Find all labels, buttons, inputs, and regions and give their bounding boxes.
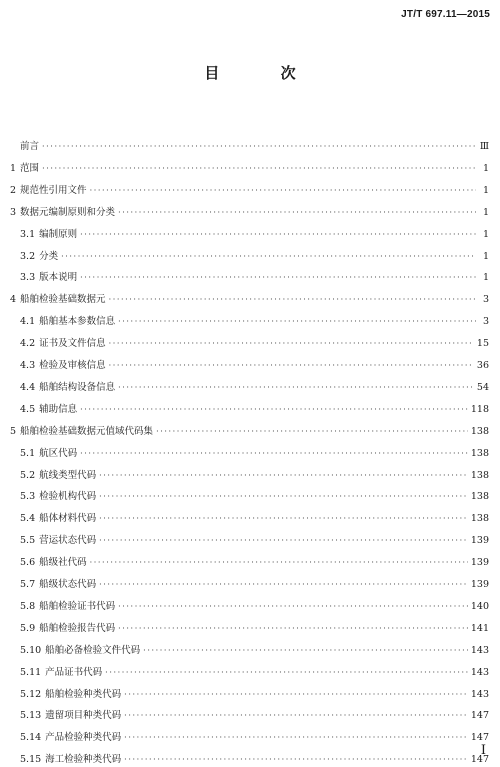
toc-entry-page: 138 (470, 425, 489, 437)
toc-dot-leader (118, 381, 474, 395)
toc-entry-page: 54 (476, 381, 489, 393)
toc-dot-leader (109, 359, 474, 373)
standard-code: JT/T 697.11—2015 (401, 9, 490, 20)
toc-dot-leader (99, 512, 468, 526)
toc-entry-number: 5 (10, 425, 17, 437)
toc-entry-label: 航线类型代码 (39, 469, 97, 481)
toc-entry-number: 4.1 (20, 316, 36, 328)
toc-dot-leader (42, 140, 476, 154)
toc-entry[interactable] (0, 512, 500, 526)
toc-entry[interactable] (0, 140, 500, 154)
toc-entry-label: 分类 (39, 250, 59, 262)
toc-entry[interactable] (0, 381, 500, 395)
toc-entry-label: 版本说明 (39, 272, 78, 284)
toc-entry-number: 1 (10, 162, 17, 174)
toc-dot-leader (42, 162, 476, 176)
toc-entry-label: 产品证书代码 (45, 666, 103, 678)
toc-entry-page: 138 (470, 491, 489, 503)
toc-entry-number: 5.6 (20, 557, 36, 569)
toc-entry-number: 4.5 (20, 403, 36, 415)
toc-dot-leader (105, 666, 468, 680)
toc-entry[interactable] (0, 556, 500, 570)
toc-entry-label: 规范性引用文件 (20, 184, 87, 196)
toc-entry-page: 147 (470, 754, 489, 766)
toc-entry[interactable] (0, 315, 500, 329)
toc-dot-leader (124, 753, 468, 767)
toc-entry-number: 5.9 (20, 622, 36, 634)
toc-dot-leader (61, 250, 476, 264)
toc-dot-leader (118, 315, 476, 329)
toc-dot-leader (118, 600, 468, 614)
toc-dot-leader (99, 578, 468, 592)
toc-dot-leader (124, 709, 468, 723)
toc-entry-label: 遗留项目种类代码 (45, 710, 122, 722)
toc-entry[interactable] (0, 469, 500, 483)
toc-entry-number: 4 (10, 294, 17, 306)
toc-dot-leader (143, 644, 468, 658)
toc-entry-label: 海工检验种类代码 (45, 754, 122, 766)
toc-entry[interactable] (0, 622, 500, 636)
toc-entry[interactable] (0, 753, 500, 767)
toc-dot-leader (99, 469, 468, 483)
toc-entry[interactable] (0, 490, 500, 504)
toc-dot-leader (109, 293, 476, 307)
toc-entry-page: 1 (482, 228, 489, 240)
toc-entry[interactable] (0, 447, 500, 461)
toc-dot-leader (99, 490, 468, 504)
toc-entry-number: 5.12 (20, 688, 42, 700)
toc-entry[interactable] (0, 534, 500, 548)
toc-entry-number: 5.3 (20, 491, 36, 503)
toc-entry-page: 3 (482, 316, 489, 328)
toc-dot-leader (156, 425, 468, 439)
toc-entry-page: 147 (470, 710, 489, 722)
toc-entry-number: 2 (10, 184, 17, 196)
toc-entry-label: 范围 (20, 162, 40, 174)
toc-entry-number: 5.15 (20, 754, 42, 766)
toc-entry-page: 140 (470, 600, 489, 612)
toc-entry-page: 141 (470, 622, 489, 634)
toc-entry-number: 5.13 (20, 710, 42, 722)
toc-entry-number: 5.4 (20, 513, 36, 525)
toc-entry-page: 143 (470, 666, 489, 678)
toc-entry-page: 138 (470, 469, 489, 481)
toc-entry-page: 143 (470, 688, 489, 700)
toc-entry-number: 4.2 (20, 338, 36, 350)
toc-entry-number: 3.1 (20, 228, 36, 240)
toc-entry-page: 1 (482, 184, 489, 196)
toc-entry-number: 5.11 (20, 666, 42, 678)
toc-entry-label: 航区代码 (39, 447, 78, 459)
toc-entry-label: 船舶检验种类代码 (45, 688, 122, 700)
toc-entry-label: 辅助信息 (39, 403, 78, 415)
toc-entry[interactable] (0, 666, 500, 680)
toc-entry-label: 船舶结构设备信息 (39, 381, 116, 393)
toc-entry[interactable] (0, 578, 500, 592)
toc-entry[interactable] (0, 600, 500, 614)
toc-dot-leader (124, 688, 468, 702)
toc-entry-page: 118 (470, 403, 489, 415)
toc-entry[interactable] (0, 337, 500, 351)
toc-entry-number: 4.3 (20, 360, 36, 371)
toc-entry[interactable] (0, 271, 500, 285)
toc-dot-leader (80, 228, 476, 242)
toc-entry-number: 5.1 (20, 447, 36, 459)
toc-entry[interactable] (0, 709, 500, 723)
toc-entry-page: 1 (482, 162, 489, 174)
toc-entry-label: 前言 (20, 141, 40, 152)
toc-entry[interactable] (0, 359, 500, 373)
toc-entry-page: 147 (470, 732, 489, 744)
toc-entry-page: Ⅲ (479, 141, 489, 152)
toc-entry[interactable] (0, 731, 500, 745)
toc-entry-number: 3.2 (20, 250, 36, 262)
toc-entry[interactable] (0, 644, 500, 658)
page-title: 目 次 (204, 64, 324, 82)
toc-dot-leader (80, 447, 468, 461)
toc-entry-number: 5.10 (20, 644, 42, 656)
toc-entry-label: 船级状态代码 (39, 579, 97, 590)
toc-entry-number: 3.3 (20, 272, 36, 284)
toc-entry-page: 1 (482, 272, 489, 284)
toc-entry[interactable] (0, 403, 500, 417)
toc-entry-label: 营运状态代码 (39, 535, 97, 547)
toc-entry[interactable] (0, 425, 500, 439)
toc-entry-label: 证书及文件信息 (39, 338, 106, 350)
toc-entry-number: 5.14 (20, 732, 42, 744)
toc-entry-label: 数据元编制原则和分类 (20, 206, 116, 218)
toc-entry-number: 3 (10, 206, 17, 218)
toc-entry-number: 5.7 (20, 579, 36, 590)
toc-entry-label: 检验及审核信息 (39, 360, 106, 371)
toc-entry[interactable] (0, 688, 500, 702)
toc-dot-leader (80, 403, 468, 417)
toc-entry-label: 船级社代码 (39, 557, 87, 569)
toc-entry-label: 船舶必备检验文件代码 (45, 644, 141, 656)
toc-entry[interactable] (0, 206, 500, 220)
toc-dot-leader (109, 337, 474, 351)
toc-entry-label: 船舶检验报告代码 (39, 622, 116, 634)
toc-entry-label: 编制原则 (39, 228, 78, 240)
toc-dot-leader (90, 184, 476, 198)
toc-entry-label: 船舶基本参数信息 (39, 316, 116, 328)
toc-entry-label: 船舶检验基础数据元值域代码集 (20, 425, 154, 437)
page-folio: Ⅰ (480, 743, 486, 758)
toc-entry[interactable] (0, 228, 500, 242)
toc-entry-page: 138 (470, 447, 489, 459)
toc-entry-label: 船体材料代码 (39, 513, 97, 525)
toc-entry-page: 143 (470, 644, 489, 656)
toc-entry-page: 1 (482, 250, 489, 262)
toc-dot-leader (80, 271, 476, 285)
toc-entry-page: 139 (470, 579, 489, 590)
toc-entry-label: 船舶检验证书代码 (39, 600, 116, 612)
toc-entry-page: 3 (482, 294, 489, 306)
toc-dot-leader (118, 206, 476, 220)
toc-entry-label: 船舶检验基础数据元 (20, 294, 106, 306)
toc-entry-page: 139 (470, 557, 489, 569)
toc-entry[interactable] (0, 250, 500, 264)
toc-entry-number: 4.4 (20, 381, 36, 393)
toc-entry-page: 139 (470, 535, 489, 547)
toc-entry-number: 5.8 (20, 600, 36, 612)
toc-dot-leader (90, 556, 468, 570)
toc-entry-label: 产品检验种类代码 (45, 732, 122, 744)
toc-entry-number: 5.5 (20, 535, 36, 547)
toc-entry-label: 检验机构代码 (39, 491, 97, 503)
toc-entry-page: 36 (476, 360, 489, 371)
toc-dot-leader (124, 731, 468, 745)
toc-entry-page: 138 (470, 513, 489, 525)
toc-entry[interactable] (0, 162, 500, 176)
toc-entry[interactable] (0, 293, 500, 307)
toc-dot-leader (99, 534, 468, 548)
toc-entry-page: 1 (482, 206, 489, 218)
toc-dot-leader (118, 622, 468, 636)
toc-entry[interactable] (0, 184, 500, 198)
toc-entry-page: 15 (476, 338, 489, 350)
toc-entry-number: 5.2 (20, 469, 36, 481)
